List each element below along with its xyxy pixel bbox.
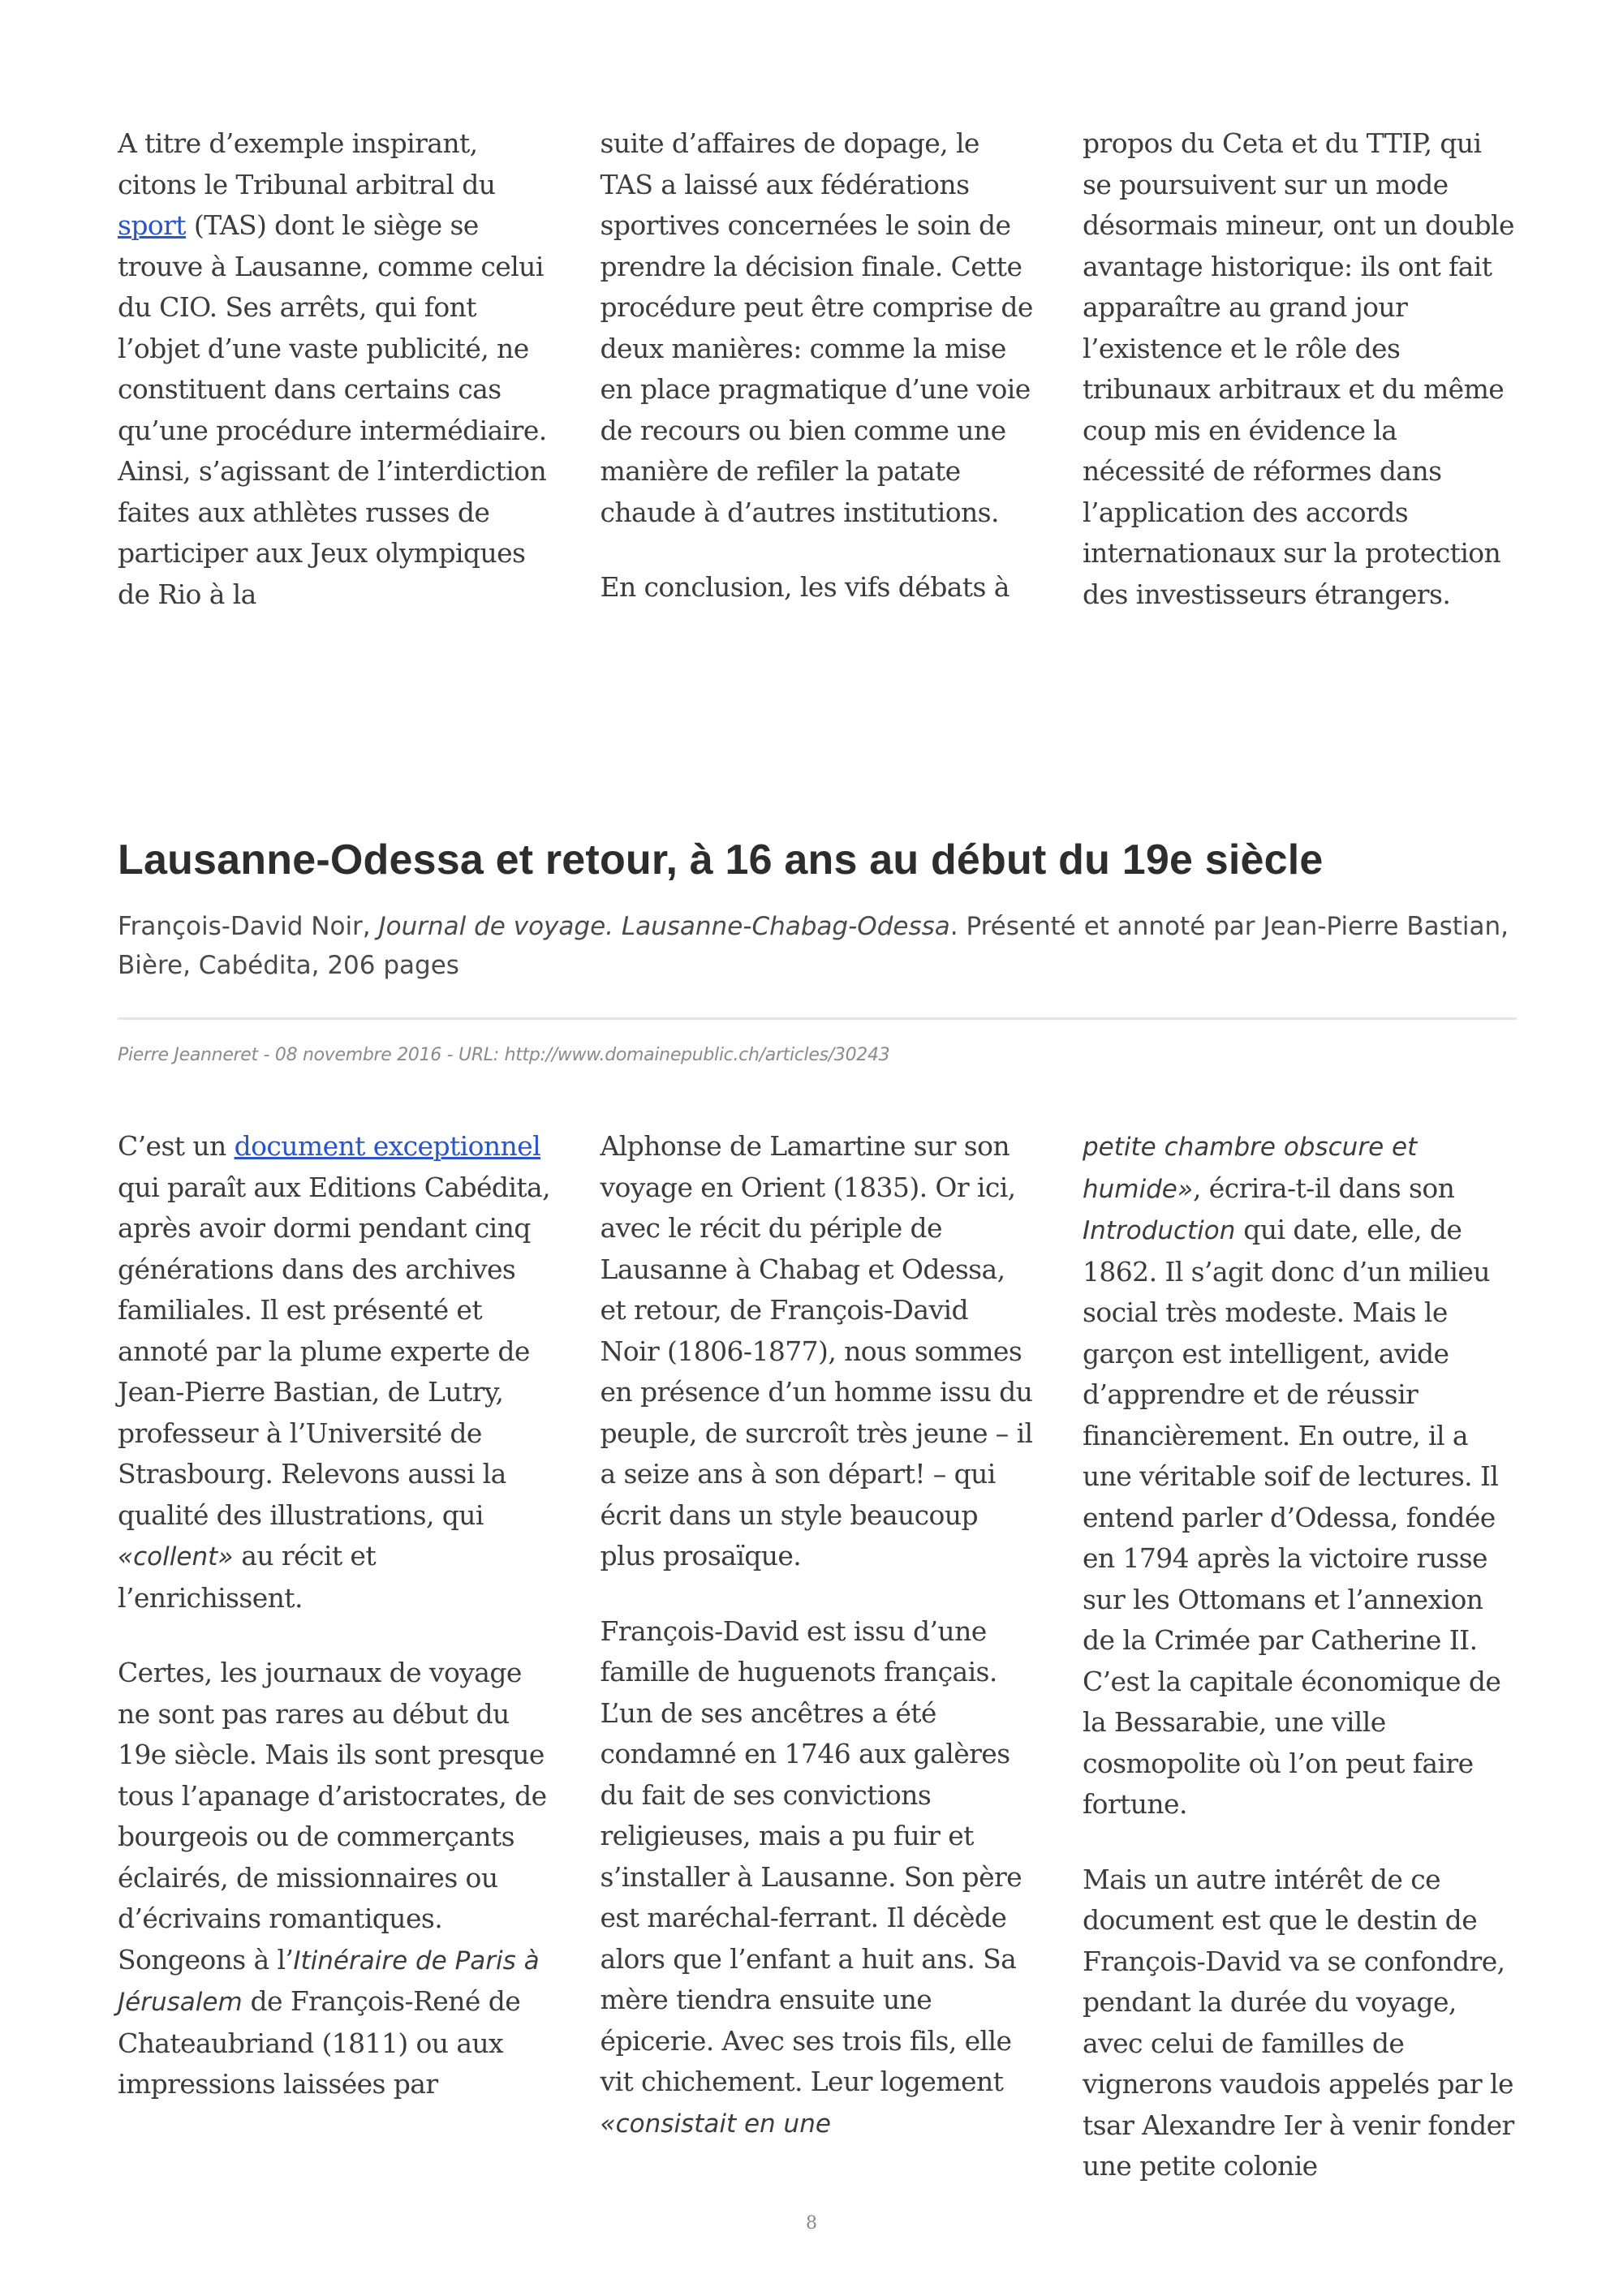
body-column-3 bbox=[1083, 1126, 1517, 2187]
top-column-3 bbox=[1083, 123, 1517, 615]
paragraph: François-David est issu d’une famille de huguenots français. L’un de ses ancêtres a été condamné en 1746 aux galères du fait de ses convictions religieuses, mais a pu fuir et s’installer à Lausanne. Son père est maréchal-ferrant. Il décède alors que l’enfant a huit ans. Sa mère tiendra ensuite une épicerie. Avec ses trois fils, elle vit chichement. Leur logement «consistait en une bbox=[600, 1615, 1022, 2139]
article-title: Lausanne-Odessa et retour, à 16 ans au début du 19e siècle bbox=[118, 836, 1324, 884]
body-column-2 bbox=[601, 1126, 1035, 2187]
sport-link[interactable]: sport bbox=[118, 209, 186, 241]
paragraph: Alphonse de Lamartine sur son voyage en Orient (1835). Or ici, avec le récit du périple de Lausanne à Chabag et Odessa, et retour, de François-David Noir (1806-1877), nous sommes en présence d’un homme issu du peuple, de surcroît très jeune – il a seize ans à son départ! – qui écrit dans un style beaucoup plus prosaïque. bbox=[600, 1130, 1033, 1572]
document-exceptionnel-link[interactable]: document exceptionnel bbox=[234, 1130, 541, 1162]
paragraph: En conclusion, les vifs débats à bbox=[600, 571, 1010, 603]
top-columns bbox=[118, 123, 1517, 615]
page-number: 8 bbox=[806, 2213, 817, 2234]
paragraph: A titre d’exemple inspirant, citons le Tribunal arbitral du sport (TAS) dont le siège se trouve à Lausanne, comme celui du CIO. Ses arrêts, qui font l’objet d’une vaste publicité, ne constituent dans certains cas qu’une procédure intermédiaire. Ainsi, s’agissant de l’interdiction faites aux athlètes russes de participer aux Jeux olympiques de Rio à la bbox=[118, 127, 547, 610]
top-column-2 bbox=[601, 123, 1035, 615]
article-body-columns bbox=[118, 1126, 1517, 2187]
paragraph: C’est un document exceptionnel qui paraît aux Editions Cabédita, après avoir dormi pendant cinq générations dans des archives familiales. Il est présenté et annoté par la plume experte de Jean-Pierre Bastian, de Lutry, professeur à l’Université de Strasbourg. Relevons aussi la qualité des illustrations, qui «collent» au récit et l’enrichissent. bbox=[118, 1130, 551, 1614]
paragraph: Certes, les journaux de voyage ne sont pas rares au début du 19e siècle. Mais ils sont presque tous l’apanage d’aristocrates, de bourgeois ou de commerçants éclairés, de missionnaires ou d’écrivains romantiques. Songeons à l’Itinéraire de Paris à Jérusalem de François-René de Chateaubriand (1811) ou aux impressions laissées par bbox=[118, 1657, 547, 2100]
divider bbox=[118, 1017, 1517, 1020]
top-column-1 bbox=[118, 123, 552, 615]
paragraph: propos du Ceta et du TTIP, qui se poursuivent sur un mode désormais mineur, ont un double avantage historique: ils ont fait apparaître au grand jour l’existence et le rôle des tribunaux arbitraux et du même coup mis en évidence la nécessité de réformes dans l’application des accords internationaux sur la protection des investisseurs étrangers. bbox=[1083, 127, 1514, 610]
body-column-1 bbox=[118, 1126, 552, 2187]
article-meta: Pierre Jeanneret - 08 novembre 2016 - URL: http://www.domainepublic.ch/articles/30243 bbox=[118, 1045, 890, 1065]
paragraph: Mais un autre intérêt de ce document est que le destin de François-David va se confondre, pendant la durée du voyage, avec celui de familles de vignerons vaudois appelés par le tsar Alexandre Ier à venir fonder une petite colonie bbox=[1083, 1863, 1514, 2182]
paragraph: suite d’affaires de dopage, le TAS a laissé aux fédérations sportives concernées le soin de prendre la décision finale. Cette procédure peut être comprise de deux manières: comme la mise en place pragmatique d’une voie de recours ou bien comme une manière de refiler la patate chaude à d’autres institutions. bbox=[600, 127, 1033, 528]
paragraph: petite chambre obscure et humide», écrira-t-il dans son Introduction qui date, elle, de 1862. Il s’agit donc d’un milieu social très modeste. Mais le garçon est intelligent, avide d’apprendre et de réussir financièrement. En outre, il a une véritable soif de lectures. Il entend parler d’Odessa, fondée en 1794 après la victoire russe sur les Ottomans et l’annexion de la Crimée par Catherine II. C’est la capitale économique de la Bessarabie, une ville cosmopolite où l’on peut faire fortune. bbox=[1083, 1133, 1501, 1820]
article-subtitle: François-David Noir, Journal de voyage. Lausanne-Chabag-Odessa. Présenté et annoté par Jean-Pierre Bastian, Bière, Cabédita, 206 pages bbox=[118, 912, 1509, 980]
